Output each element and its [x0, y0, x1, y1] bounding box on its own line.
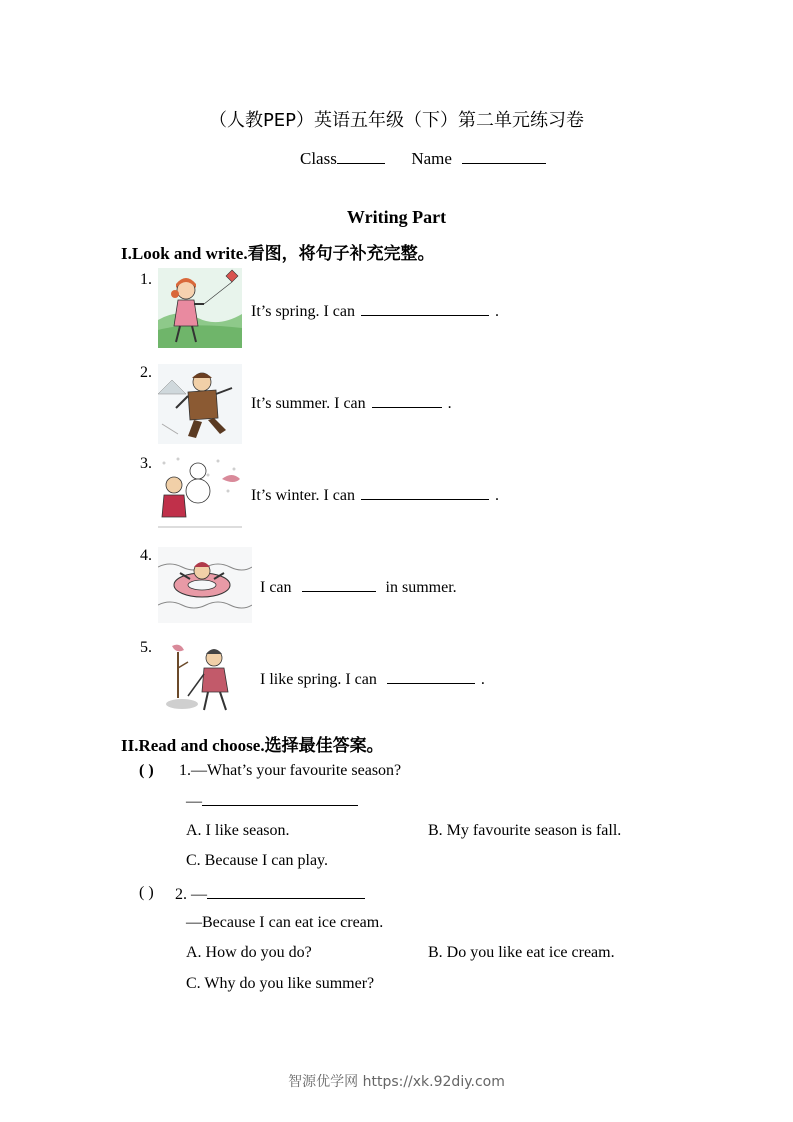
part1-heading-en: I.Look and write.: [121, 244, 248, 263]
item-number: 4.: [140, 547, 152, 564]
boy-running-picture: [158, 364, 242, 444]
answer-blank[interactable]: [361, 301, 489, 316]
sentence-start: It’s winter. I can: [251, 487, 355, 504]
answer-blank[interactable]: [387, 669, 475, 684]
swimming-picture: [158, 547, 252, 627]
item-sentence: [251, 301, 499, 321]
part2-heading: [121, 731, 384, 756]
item-sentence: [251, 485, 499, 505]
answer-blank[interactable]: [207, 884, 365, 899]
dash: —: [186, 793, 202, 810]
question-stem: 2. —: [175, 886, 207, 903]
item-sentence: [251, 393, 452, 413]
planting-trees-picture: [158, 640, 242, 720]
sentence-start: It’s summer. I can: [251, 395, 366, 412]
name-blank[interactable]: [462, 149, 546, 164]
answer-blank[interactable]: [202, 791, 358, 806]
footer-watermark: 智源优学网 https://xk.92diy.com: [288, 1074, 505, 1090]
sentence-end: .: [480, 671, 485, 688]
question-stem-line: [175, 884, 371, 904]
part2-heading-en: II.Read and choose.: [121, 736, 265, 755]
item-sentence: [260, 577, 457, 597]
sentence-end: .: [447, 395, 452, 412]
class-name-line: [300, 149, 546, 169]
item-sentence: [260, 669, 485, 689]
sentence-start: I like spring. I can: [260, 671, 377, 688]
part2-heading-cn: 选择最佳答案。: [264, 736, 384, 756]
answer-line: [186, 791, 364, 811]
part1-heading-cn: 看图，将句子补充完整。: [247, 244, 435, 264]
option-a: A. I like season.: [186, 822, 290, 839]
answer-paren[interactable]: ( ): [139, 884, 154, 901]
option-a: A. How do you do?: [186, 944, 312, 961]
item-number: 3.: [140, 455, 152, 472]
sentence-start: I can: [260, 579, 292, 596]
answer-paren[interactable]: ( ): [139, 762, 154, 779]
kite-girl-picture: [158, 268, 242, 348]
option-c: C. Why do you like summer?: [186, 975, 375, 992]
option-c: C. Because I can play.: [186, 852, 329, 869]
sentence-end: in summer.: [385, 579, 457, 596]
option-b: B. My favourite season is fall.: [428, 822, 622, 839]
name-label: Name: [411, 149, 452, 168]
question-stem: 1.—What’s your favourite season?: [179, 762, 402, 779]
answer-blank[interactable]: [361, 485, 489, 500]
item-number: 2.: [140, 364, 152, 381]
snowman-picture: [158, 455, 242, 535]
part1-heading: [121, 239, 435, 264]
class-blank[interactable]: [337, 149, 385, 164]
sentence-end: .: [494, 303, 499, 320]
section-title: Writing Part: [346, 207, 447, 227]
response-text: —Because I can eat ice cream.: [186, 914, 384, 931]
sentence-start: It’s spring. I can: [251, 303, 355, 320]
option-b: B. Do you like eat ice cream.: [428, 944, 615, 961]
answer-blank[interactable]: [372, 393, 442, 408]
class-label: Class: [300, 149, 337, 168]
answer-blank[interactable]: [302, 577, 376, 592]
sentence-end: .: [494, 487, 499, 504]
item-number: 1.: [140, 271, 152, 288]
item-number: 5.: [140, 639, 152, 656]
page-title: （人教PEP）英语五年级（下）第二单元练习卷: [208, 110, 585, 131]
